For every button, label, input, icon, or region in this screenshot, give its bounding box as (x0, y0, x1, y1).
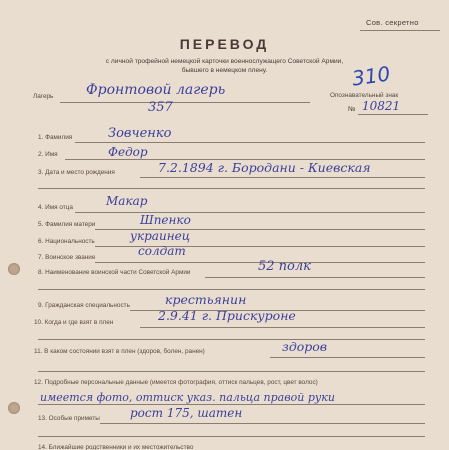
field-value-5: Шпенко (140, 213, 191, 227)
field-label-9: 9. Гражданская специальность (38, 302, 130, 309)
field-value-3: 7.2.1894 г. Бородани - Киевская (158, 160, 371, 175)
camp-label: Лагерь (33, 93, 54, 100)
field-label-1: 1. Фамилия (38, 134, 73, 141)
field-underline-1 (75, 142, 425, 143)
classification-mark: Сов. секретно (366, 18, 419, 27)
field-label-12: 12. Подробные персональные данные (имеется фотография, оттиск пальцев, рост, цвет волос) (34, 379, 318, 386)
field-underline-3 (140, 177, 425, 178)
camp-number: 357 (148, 100, 173, 115)
field-underline-13 (100, 423, 425, 424)
id-mark-label: Опознавательный знак (330, 92, 399, 99)
field-value-11: здоров (282, 339, 328, 354)
field-underline-8 (205, 277, 425, 278)
field-value-1: Зовченко (108, 126, 172, 141)
blank-line-after-8 (38, 289, 425, 290)
id-prefix: № (348, 106, 356, 113)
field-label-8: 8. Наименование воинской части Советской Армии (38, 269, 191, 276)
blank-line-after-11 (38, 371, 425, 372)
field-label-11: 11. В каком состоянии взят в плен (здоров, болен, ранен) (34, 348, 205, 355)
field-label-2: 2. Имя (38, 151, 58, 158)
field-label-7: 7. Воинское звание (38, 254, 96, 261)
field-value-2: Федор (108, 145, 148, 159)
blank-line-after-3 (38, 188, 425, 189)
field-value-13: рост 175, шатен (130, 406, 243, 420)
blank-line-after-13 (38, 436, 425, 437)
document-subtitle-line-1: с личной трофейной немецкой карточки военнослужащего Советской Армии, (105, 58, 344, 65)
blank-line-after-10 (38, 339, 425, 340)
field-label-14: 14. Ближайшие родственники и их местожительство (38, 444, 194, 450)
classification-underline (360, 30, 440, 31)
camp-underline (60, 102, 310, 103)
field-label-3: 3. Дата и место рождения (38, 169, 115, 176)
field-underline-11 (270, 357, 425, 358)
field-value-6: украинец (130, 229, 191, 243)
id-underline (358, 114, 428, 115)
field-underline-4 (75, 212, 425, 213)
field-label-4: 4. Имя отца (38, 204, 73, 211)
field-underline-12 (38, 404, 425, 405)
id-value: 10821 (362, 99, 401, 113)
field-value-4: Макар (106, 194, 148, 208)
field-label-5: 5. Фамилия матери (38, 221, 96, 228)
field-value-9: крестьянин (165, 292, 247, 307)
field-value-8: 52 полк (258, 259, 311, 274)
field-label-13: 13. Особые приметы (38, 415, 100, 422)
document-title: ПЕРЕВОД (179, 36, 270, 52)
punch-hole-top (8, 263, 20, 275)
camp-value: Фронтовой лагерь (86, 82, 226, 98)
field-value-12: имеется фото, оттиск указ. пальца правой руки (40, 391, 335, 404)
stamp-number: 310 (350, 61, 392, 91)
document-subtitle-line-2: бывшего в немецком плену. (181, 67, 268, 74)
field-value-10: 2.9.41 г. Прискуроне (158, 308, 296, 323)
punch-hole-bottom (8, 402, 20, 414)
field-underline-10 (140, 327, 425, 328)
field-label-10: 10. Когда и где взят в плен (34, 319, 114, 326)
field-label-6: 6. Национальность (38, 238, 95, 245)
field-value-7: солдат (138, 244, 186, 258)
